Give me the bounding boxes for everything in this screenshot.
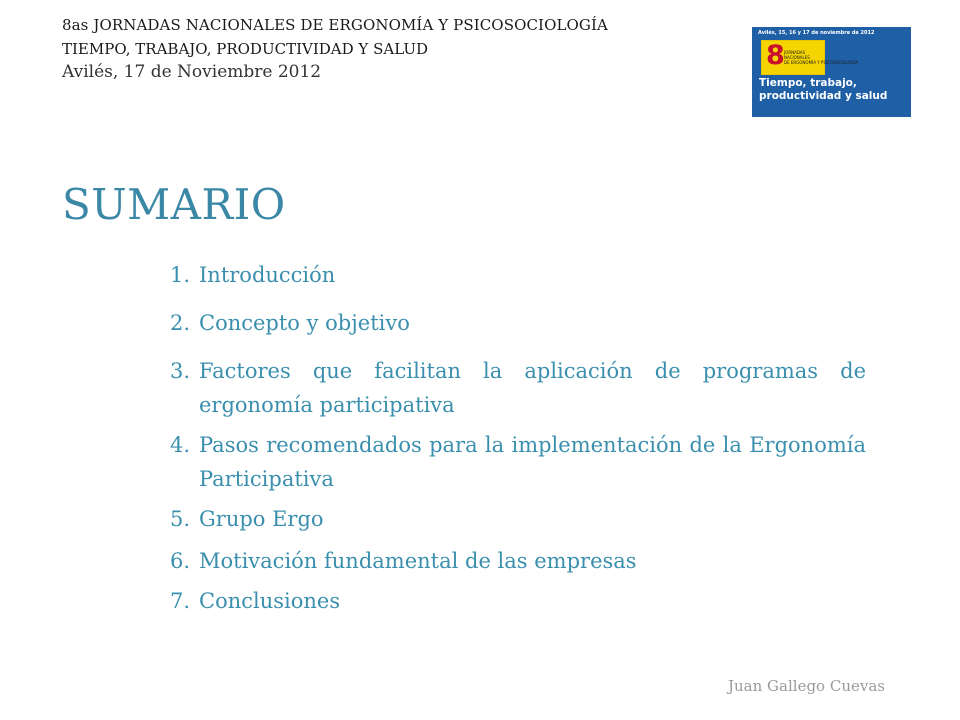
list-number: 1.	[170, 263, 191, 287]
event-title: 8as JORNADAS NACIONALES DE ERGONOMÍA Y PSICOSOCIOLOGÍA	[62, 16, 608, 34]
logo-number: 8	[766, 40, 785, 71]
list-number: 5.	[170, 507, 191, 531]
list-text: Motivación fundamental de las empresas	[199, 549, 637, 573]
logo-title: productividad y salud	[759, 90, 888, 102]
list-text: Pasos recomendados para la implementación de la Ergonomía Participativa	[199, 433, 866, 491]
list-text: Grupo Ergo	[199, 507, 324, 531]
event-date: Avilés, 17 de Noviembre 2012	[62, 62, 322, 82]
list-item	[170, 306, 866, 340]
list-item	[170, 544, 866, 578]
event-logo	[752, 27, 911, 117]
list-number: 3.	[170, 359, 191, 383]
list-text: Conclusiones	[199, 589, 341, 613]
logo-small-text: JORNADAS	[784, 50, 806, 55]
author-footer: Juan Gallego Cuevas	[728, 677, 885, 695]
logo-date: Avilés, 15, 16 y 17 de noviembre de 2012	[758, 30, 875, 36]
slide-title: SUMARIO	[62, 180, 286, 229]
list-item	[170, 354, 866, 422]
list-text: Introducción	[199, 263, 336, 287]
list-item	[170, 584, 866, 618]
event-subtitle: TIEMPO, TRABAJO, PRODUCTIVIDAD Y SALUD	[62, 40, 428, 58]
list-item	[170, 428, 866, 496]
logo-small-text: NACIONALES	[784, 55, 810, 60]
list-item	[170, 258, 866, 292]
list-text: Factores que facilitan la aplicación de programas de ergonomía participativa	[199, 359, 866, 417]
list-number: 7.	[170, 589, 191, 613]
list-item	[170, 502, 866, 536]
list-number: 2.	[170, 311, 191, 335]
logo-small-text: DE ERGONOMÍA Y PSICOSOCIOLOGÍA	[784, 60, 859, 65]
list-number: 4.	[170, 433, 191, 457]
logo-title: Tiempo, trabajo,	[759, 77, 857, 89]
list-number: 6.	[170, 549, 191, 573]
list-text: Concepto y objetivo	[199, 311, 410, 335]
summary-list	[170, 258, 866, 632]
logo-number-box	[761, 40, 859, 75]
